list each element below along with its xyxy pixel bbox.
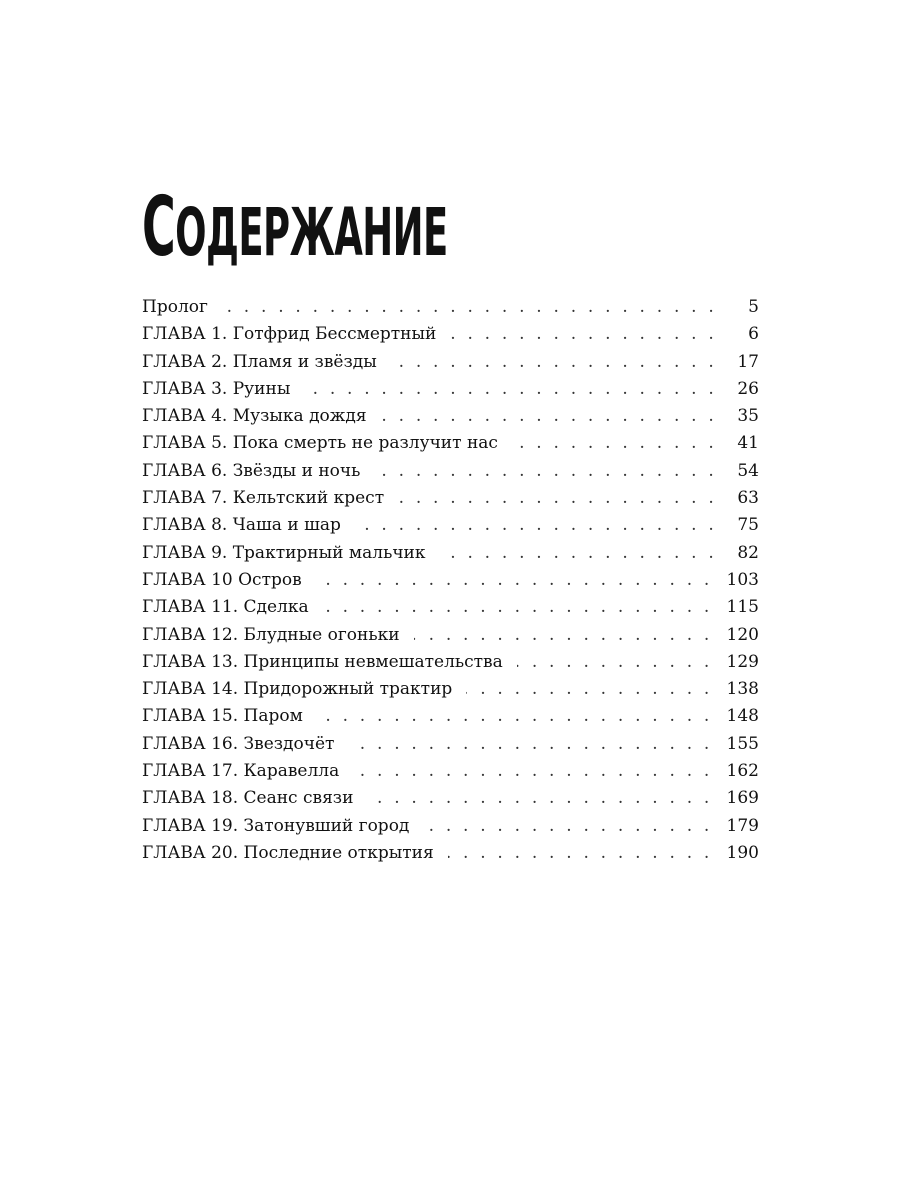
dot-leader [450, 324, 717, 344]
toc-entry-page-number: 179 [726, 815, 759, 836]
dot-leader [355, 515, 717, 535]
toc-entry-title: ГЛАВА 18. Сеанс связи [142, 788, 354, 809]
toc-entry-page-number: 138 [726, 679, 759, 700]
toc-entry[interactable] [142, 570, 759, 597]
toc-entry-page-number: 17 [737, 351, 759, 372]
dot-leader [348, 734, 712, 754]
toc-entry-page-number: 190 [726, 842, 759, 863]
toc-entry-page-number: 41 [737, 433, 759, 454]
toc-entry[interactable] [142, 543, 759, 570]
toc-entry-title: ГЛАВА 11. Сделка [142, 597, 309, 618]
toc-entry[interactable] [142, 352, 759, 379]
toc-entry-page-number: 5 [748, 297, 759, 317]
toc-entry-page-number: 120 [726, 624, 759, 645]
toc-entry-title: ГЛАВА 8. Чаша и шар [142, 515, 341, 536]
dot-leader [367, 788, 712, 808]
toc-entry-title: ГЛАВА 2. Пламя и звёзды [142, 351, 377, 372]
toc-entry-title: ГЛАВА 15. Паром [142, 706, 303, 727]
toc-entry[interactable] [142, 379, 759, 406]
dot-leader [398, 488, 717, 508]
toc-entry-page-number: 155 [726, 733, 759, 754]
toc-entry[interactable] [142, 461, 759, 488]
title-initial-letter: С [142, 180, 176, 275]
dot-leader [391, 352, 717, 372]
toc-entry-page-number: 162 [726, 761, 759, 782]
toc-entry-title: Пролог [142, 297, 208, 317]
toc-entry-title: ГЛАВА 16. Звездочёт [142, 733, 335, 754]
toc-entry-page-number: 103 [726, 569, 759, 590]
toc-entry-title: ГЛАВА 19. Затонувший город [142, 815, 410, 836]
toc-entry-title: ГЛАВА 3. Руины [142, 378, 291, 399]
toc-entry-page-number: 129 [726, 651, 759, 672]
toc-entry-page-number: 148 [726, 706, 759, 727]
table-of-contents [142, 297, 759, 870]
dot-leader [423, 816, 712, 836]
dot-leader [414, 625, 713, 645]
toc-entry-title: ГЛАВА 10 Остров [142, 569, 302, 590]
dot-leader [440, 543, 717, 563]
toc-entry-title: ГЛАВА 7. Кельтский крест [142, 488, 385, 509]
toc-entry[interactable] [142, 433, 759, 460]
toc-entry-title: ГЛАВА 1. Готфрид Бессмертный [142, 324, 437, 345]
toc-entry-page-number: 82 [737, 542, 759, 563]
toc-entry-title: ГЛАВА 12. Блудные огоньки [142, 624, 400, 645]
toc-entry-title: ГЛАВА 13. Принципы невмешательства [142, 651, 503, 672]
toc-entry[interactable] [142, 843, 759, 870]
toc-entry-title: ГЛАВА 17. Каравелла [142, 761, 340, 782]
dot-leader [374, 461, 717, 481]
dot-leader [466, 679, 712, 699]
toc-entry-page-number: 169 [726, 788, 759, 809]
toc-entry[interactable] [142, 625, 759, 652]
dot-leader [353, 761, 712, 781]
toc-entry-title: ГЛАВА 6. Звёзды и ночь [142, 460, 361, 481]
dot-leader [381, 406, 717, 426]
toc-entry[interactable] [142, 761, 759, 788]
toc-entry[interactable] [142, 515, 759, 542]
dot-leader [317, 706, 713, 726]
toc-entry-title: ГЛАВА 20. Последние открытия [142, 842, 434, 863]
toc-entry-page-number: 75 [737, 515, 759, 536]
dot-leader [222, 297, 717, 317]
toc-entry[interactable] [142, 488, 759, 515]
toc-entry-title: ГЛАВА 4. Музыка дождя [142, 406, 367, 427]
page-title [142, 180, 448, 275]
toc-entry[interactable] [142, 788, 759, 815]
toc-entry-title: ГЛАВА 9. Трактирный мальчик [142, 542, 426, 563]
dot-leader [304, 379, 717, 399]
toc-entry[interactable] [142, 652, 759, 679]
dot-leader [517, 652, 713, 672]
toc-entry-page-number: 115 [726, 597, 759, 618]
toc-entry[interactable] [142, 816, 759, 843]
toc-entry-page-number: 26 [737, 378, 759, 399]
toc-entry[interactable] [142, 706, 759, 733]
toc-entry-page-number: 54 [737, 460, 759, 481]
title-rest: ОДЕРЖАНИЕ [175, 194, 448, 271]
toc-entry-page-number: 63 [737, 488, 759, 509]
toc-entry-title: ГЛАВА 5. Пока смерть не разлучит нас [142, 433, 498, 454]
toc-entry-title: ГЛАВА 14. Придорожный трактир [142, 679, 453, 700]
dot-leader [316, 570, 713, 590]
dot-leader [448, 843, 713, 863]
toc-entry-page-number: 6 [748, 324, 759, 345]
toc-entry[interactable] [142, 734, 759, 761]
toc-entry-page-number: 35 [737, 406, 759, 427]
toc-entry[interactable] [142, 324, 759, 351]
toc-entry[interactable] [142, 297, 759, 324]
dot-leader [323, 597, 713, 617]
toc-entry[interactable] [142, 597, 759, 624]
toc-entry[interactable] [142, 406, 759, 433]
dot-leader [512, 433, 717, 453]
toc-entry[interactable] [142, 679, 759, 706]
